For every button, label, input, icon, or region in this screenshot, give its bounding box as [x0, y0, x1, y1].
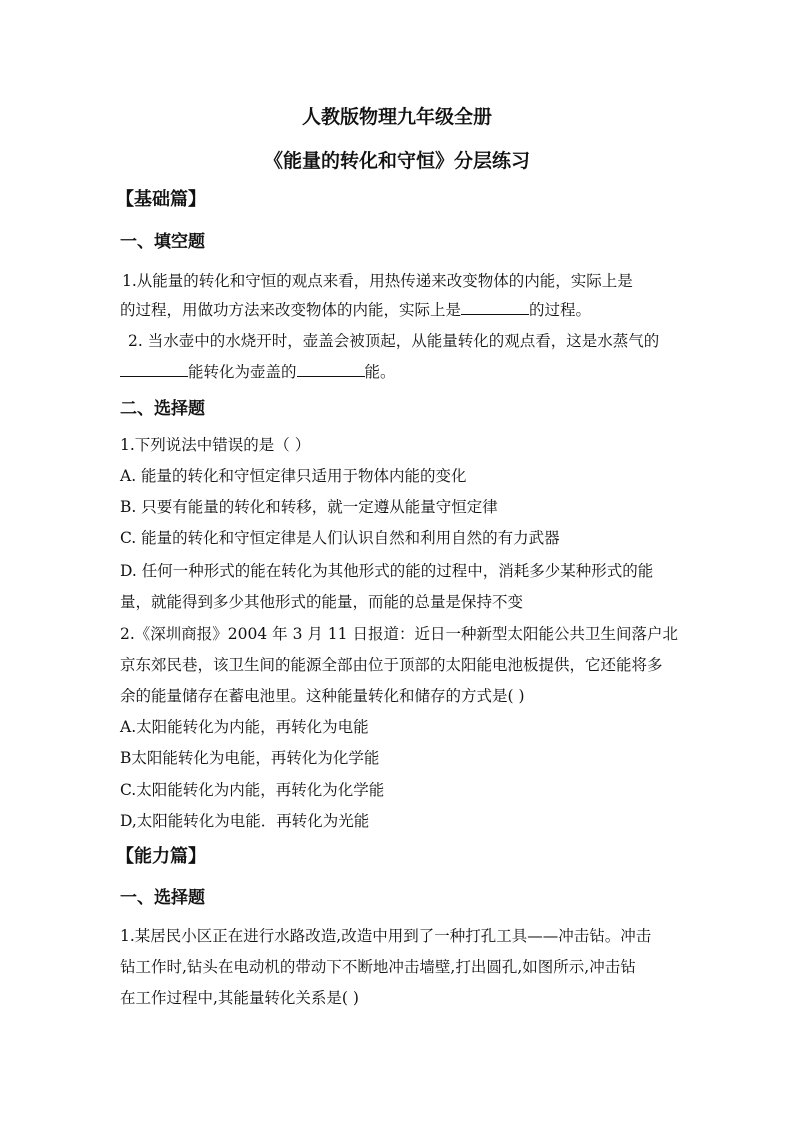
fill-q2-line2	[120, 362, 396, 382]
fill-blank-heading: 一、填空题	[120, 232, 205, 252]
document-title: 人教版物理九年级全册	[301, 106, 492, 128]
choice-q1-option-b: B. 只要有能量的转化和转移，就一定遵从能量守恒定律	[120, 498, 498, 516]
choice-q2-line1: 2.《深圳商报》2004 年 3 月 11 日报道：近日一种新型太阳能公共卫生间落户北	[120, 625, 678, 643]
answer-blank	[461, 300, 529, 315]
choice-q2-option-a: A.太阳能转化为内能，再转化为电能	[120, 718, 369, 736]
document-subtitle: 《能量的转化和守恒》分层练习	[263, 150, 530, 172]
answer-blank	[297, 362, 365, 377]
fill-q1-line2-text-a: 的过程，用做功方法来改变物体的内能，实际上是	[120, 301, 462, 319]
choice-q2-option-b: B太阳能转化为电能，再转化为化学能	[120, 749, 380, 767]
section-basic-heading: 【基础篇】	[116, 189, 206, 210]
ability-q1-line1: 1.某居民小区正在进行水路改造,改造中用到了一种打孔工具——冲击钻。冲击	[120, 927, 652, 945]
choice-q1-stem: 1.下列说法中错误的是（ ）	[120, 436, 311, 454]
choice-q2-option-c: C.太阳能转化为内能，再转化为化学能	[120, 781, 385, 799]
choice-q1-option-d-line2: 量，就能得到多少其他形式的能量，而能的总量是保持不变	[120, 593, 524, 611]
fill-q1-line2	[120, 300, 591, 320]
fill-q1-line1: 1.从能量的转化和守恒的观点来看，用热传递来改变物体的内能，实际上是	[122, 272, 633, 290]
ability-choice-heading: 一、选择题	[120, 888, 205, 908]
ability-q1-line3: 在工作过程中,其能量转化关系是( )	[120, 989, 359, 1007]
choice-q1-option-a: A. 能量的转化和守恒定律只适用于物体内能的变化	[120, 467, 467, 485]
fill-q2-line2-text-a: 能转化为壶盖的	[188, 363, 297, 381]
choice-q1-option-d-line1: D. 任何一种形式的能在转化为其他形式的能的过程中，消耗多少某种形式的能	[120, 562, 654, 580]
choice-q2-line2: 京东郊民巷，该卫生间的能源全部由位于顶部的太阳能电池板提供，它还能将多	[120, 656, 663, 674]
answer-blank	[120, 362, 188, 377]
ability-q1-line2: 钻工作时,钻头在电动机的带动下不断地冲击墙壁,打出圆孔,如图所示,冲击钻	[120, 958, 636, 976]
choice-heading: 二、选择题	[120, 399, 205, 419]
choice-q2-line3: 余的能量储存在蓄电池里。这种能量转化和储存的方式是( )	[120, 687, 525, 705]
section-ability-heading: 【能力篇】	[116, 846, 206, 867]
fill-q1-line2-text-b: 的过程。	[529, 301, 592, 319]
fill-q2-line2-text-b: 能。	[364, 363, 396, 381]
fill-q2-line1: 2. 当水壶中的水烧开时，壶盖会被顶起，从能量转化的观点看，这是水蒸气的	[128, 332, 660, 350]
choice-q1-option-c: C. 能量的转化和守恒定律是人们认识自然和利用自然的有力武器	[120, 529, 560, 547]
choice-q2-option-d: D,太阳能转化为电能．再转化为光能	[120, 812, 370, 830]
